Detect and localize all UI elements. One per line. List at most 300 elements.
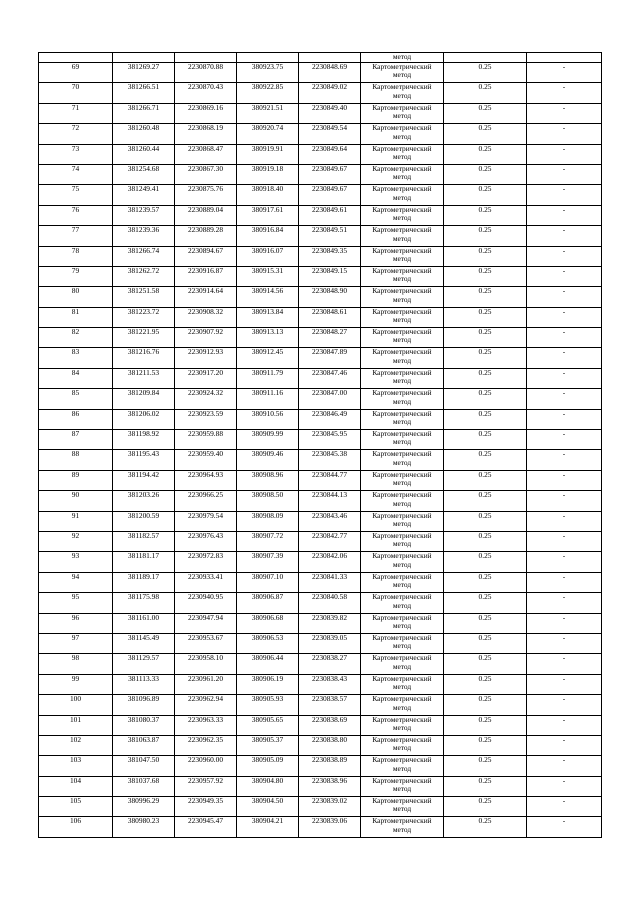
cell-dash: - xyxy=(527,756,602,776)
cell-accuracy: 0.25 xyxy=(444,491,527,511)
cell-y1: 2230908.32 xyxy=(175,307,237,327)
cell-y1: 2230947.94 xyxy=(175,613,237,633)
cell-dash: - xyxy=(527,368,602,388)
cell-method xyxy=(361,572,444,592)
cell-x1: 381266.71 xyxy=(113,103,175,123)
method-line-2: метод xyxy=(392,355,412,365)
cell-point-number: 97 xyxy=(39,633,113,653)
method-line-2: метод xyxy=(392,620,412,630)
cell-point-number: 106 xyxy=(39,817,113,837)
cell-x2: 380913.84 xyxy=(237,307,299,327)
cell-x1: 381189.17 xyxy=(113,572,175,592)
cell-method xyxy=(361,124,444,144)
cell-dash: - xyxy=(527,63,602,83)
cell-x2: 380904.80 xyxy=(237,776,299,796)
cell-method xyxy=(361,185,444,205)
cell-dash: - xyxy=(527,328,602,348)
method-line-1: Картометрический xyxy=(372,205,432,214)
method-line-2: метод xyxy=(392,274,412,284)
table-row xyxy=(39,470,602,490)
method-line-2: метод xyxy=(392,498,412,508)
cell-method xyxy=(361,144,444,164)
cell-dash: - xyxy=(527,552,602,572)
cell-x1: 381047.50 xyxy=(113,756,175,776)
cell-method xyxy=(361,328,444,348)
method-line-2: метод xyxy=(392,457,412,467)
cell-y1: 2230958.10 xyxy=(175,654,237,674)
table-row xyxy=(39,674,602,694)
cell-x2: 380905.37 xyxy=(237,735,299,755)
table-row xyxy=(39,266,602,286)
cell-method xyxy=(361,348,444,368)
method-line-2: метод xyxy=(392,437,412,447)
cell-dash: - xyxy=(527,572,602,592)
method-line-2: метод xyxy=(392,172,412,182)
cell-y1: 2230976.43 xyxy=(175,531,237,551)
cell-x2: 380914.56 xyxy=(237,287,299,307)
cell-y2: 2230840.58 xyxy=(299,593,361,613)
cell-point-number: 86 xyxy=(39,409,113,429)
method-line-2: метод xyxy=(392,233,412,243)
cell-y2: 2230842.06 xyxy=(299,552,361,572)
cell-point-number: 96 xyxy=(39,613,113,633)
method-line-2: метод xyxy=(392,335,412,345)
cell-dash: - xyxy=(527,144,602,164)
method-line-2: метод xyxy=(392,661,412,671)
cell-dash: - xyxy=(527,83,602,103)
cell-point-number: 98 xyxy=(39,654,113,674)
cell-accuracy: 0.25 xyxy=(444,735,527,755)
cell-x1: 381063.87 xyxy=(113,735,175,755)
method-line-2: метод xyxy=(392,315,412,325)
cell-accuracy: 0.25 xyxy=(444,389,527,409)
cell-method xyxy=(361,817,444,837)
cell-empty xyxy=(175,53,237,63)
cell-method xyxy=(361,83,444,103)
cell-y2: 2230849.35 xyxy=(299,246,361,266)
cell-accuracy: 0.25 xyxy=(444,144,527,164)
cell-x1: 381080.37 xyxy=(113,715,175,735)
cell-accuracy: 0.25 xyxy=(444,348,527,368)
cell-method xyxy=(361,654,444,674)
cell-empty xyxy=(237,53,299,63)
cell-x2: 380907.39 xyxy=(237,552,299,572)
cell-accuracy: 0.25 xyxy=(444,552,527,572)
method-line-2: метод xyxy=(392,641,412,651)
cell-x2: 380906.19 xyxy=(237,674,299,694)
cell-method xyxy=(361,409,444,429)
table-row xyxy=(39,328,602,348)
cell-dash: - xyxy=(527,797,602,817)
method-line-1: Картометрический xyxy=(372,776,432,785)
cell-y1: 2230979.54 xyxy=(175,511,237,531)
cell-method xyxy=(361,287,444,307)
cell-point-number: 70 xyxy=(39,83,113,103)
cell-dash: - xyxy=(527,613,602,633)
table-row xyxy=(39,633,602,653)
method-line-1: Картометрический xyxy=(372,184,432,194)
method-line-1: Картометрический xyxy=(372,551,432,561)
cell-empty xyxy=(444,53,527,63)
cell-accuracy: 0.25 xyxy=(444,266,527,286)
cell-x2: 380908.50 xyxy=(237,491,299,511)
cell-x1: 381239.57 xyxy=(113,205,175,225)
cell-x2: 380916.84 xyxy=(237,226,299,246)
cell-y2: 2230839.05 xyxy=(299,633,361,653)
cell-method xyxy=(361,470,444,490)
cell-x1: 381113.33 xyxy=(113,674,175,694)
method-line-1: Картометрический xyxy=(372,347,432,357)
method-line-1: Картометрический xyxy=(372,82,432,92)
cell-x1: 381260.48 xyxy=(113,124,175,144)
cell-dash: - xyxy=(527,430,602,450)
cell-y2: 2230839.82 xyxy=(299,613,361,633)
cell-accuracy: 0.25 xyxy=(444,531,527,551)
cell-dash: - xyxy=(527,287,602,307)
cell-y1: 2230914.64 xyxy=(175,287,237,307)
method-line-1: Картометрический xyxy=(372,572,432,581)
cell-x1: 381269.27 xyxy=(113,63,175,83)
table-row xyxy=(39,654,602,674)
cell-x1: 381129.57 xyxy=(113,654,175,674)
cell-method xyxy=(361,552,444,572)
table-row xyxy=(39,430,602,450)
method-line-1: Картометрический xyxy=(372,592,432,602)
cell-x2: 380908.96 xyxy=(237,470,299,490)
cell-y1: 2230959.40 xyxy=(175,450,237,470)
table-row xyxy=(39,368,602,388)
cell-accuracy: 0.25 xyxy=(444,83,527,103)
cell-y2: 2230845.95 xyxy=(299,430,361,450)
cell-dash: - xyxy=(527,695,602,715)
table-row xyxy=(39,735,602,755)
cell-accuracy: 0.25 xyxy=(444,124,527,144)
cell-method xyxy=(361,491,444,511)
cell-accuracy: 0.25 xyxy=(444,185,527,205)
cell-dash: - xyxy=(527,817,602,837)
cell-y2: 2230848.69 xyxy=(299,63,361,83)
cell-y1: 2230907.92 xyxy=(175,328,237,348)
cell-dash: - xyxy=(527,307,602,327)
table-row xyxy=(39,63,602,83)
cell-point-number: 82 xyxy=(39,328,113,348)
cell-empty xyxy=(39,53,113,63)
cell-y2: 2230838.43 xyxy=(299,674,361,694)
cell-y2: 2230848.61 xyxy=(299,307,361,327)
table-row xyxy=(39,552,602,572)
cell-accuracy: 0.25 xyxy=(444,613,527,633)
cell-point-number: 100 xyxy=(39,695,113,715)
cell-method xyxy=(361,307,444,327)
cell-x1: 381221.95 xyxy=(113,328,175,348)
cell-dash: - xyxy=(527,185,602,205)
cell-point-number: 76 xyxy=(39,205,113,225)
cell-x1: 381266.51 xyxy=(113,83,175,103)
table-row xyxy=(39,776,602,796)
cell-dash: - xyxy=(527,531,602,551)
cell-dash: - xyxy=(527,164,602,184)
method-line-1: Картометрический xyxy=(372,735,432,744)
cell-x2: 380920.74 xyxy=(237,124,299,144)
table-row xyxy=(39,695,602,715)
cell-y1: 2230953.67 xyxy=(175,633,237,653)
cell-x1: 381254.68 xyxy=(113,164,175,184)
table-row xyxy=(39,715,602,735)
cell-point-number: 89 xyxy=(39,470,113,490)
cell-y1: 2230966.25 xyxy=(175,491,237,511)
method-line-1: Картометрический xyxy=(372,409,432,418)
cell-x2: 380911.16 xyxy=(237,389,299,409)
cell-accuracy: 0.25 xyxy=(444,797,527,817)
method-line-2: метод xyxy=(392,743,412,753)
method-line-2: метод xyxy=(392,70,412,80)
cell-y1: 2230894.67 xyxy=(175,246,237,266)
cell-empty xyxy=(113,53,175,63)
table-row xyxy=(39,246,602,266)
method-line-1: Картометрический xyxy=(372,796,432,806)
cell-dash: - xyxy=(527,735,602,755)
cell-accuracy: 0.25 xyxy=(444,756,527,776)
cell-dash: - xyxy=(527,491,602,511)
method-line-2: метод xyxy=(392,539,412,549)
cell-accuracy: 0.25 xyxy=(444,328,527,348)
cell-y2: 2230847.89 xyxy=(299,348,361,368)
cell-accuracy: 0.25 xyxy=(444,715,527,735)
cell-x2: 380915.31 xyxy=(237,266,299,286)
coordinates-table xyxy=(38,52,602,838)
cell-method xyxy=(361,368,444,388)
cell-x2: 380916.07 xyxy=(237,246,299,266)
cell-accuracy: 0.25 xyxy=(444,593,527,613)
table-row xyxy=(39,450,602,470)
cell-y2: 2230846.49 xyxy=(299,409,361,429)
table-row xyxy=(39,613,602,633)
cell-x1: 381260.44 xyxy=(113,144,175,164)
table-body xyxy=(39,53,602,838)
table-row xyxy=(39,307,602,327)
cell-x1: 381145.49 xyxy=(113,633,175,653)
cell-y2: 2230838.80 xyxy=(299,735,361,755)
method-line-1: Картометрический xyxy=(372,103,432,112)
table-row xyxy=(39,756,602,776)
method-line-1: Картометрический xyxy=(372,816,432,826)
cell-dash: - xyxy=(527,409,602,429)
cell-dash: - xyxy=(527,633,602,653)
cell-x2: 380905.09 xyxy=(237,756,299,776)
cell-method xyxy=(361,735,444,755)
cell-y2: 2230838.89 xyxy=(299,756,361,776)
cell-x2: 380909.99 xyxy=(237,430,299,450)
method-line-1: Картометрический xyxy=(372,123,432,133)
cell-y1: 2230972.83 xyxy=(175,552,237,572)
cell-accuracy: 0.25 xyxy=(444,817,527,837)
cell-point-number: 79 xyxy=(39,266,113,286)
cell-method xyxy=(361,613,444,633)
cell-dash: - xyxy=(527,776,602,796)
method-line-1: Картометрический xyxy=(372,531,432,540)
cell-y1: 2230889.28 xyxy=(175,226,237,246)
cell-method xyxy=(361,103,444,123)
cell-method xyxy=(361,797,444,817)
cell-y2: 2230845.38 xyxy=(299,450,361,470)
method-line-1: Картометрический xyxy=(372,470,432,479)
cell-y1: 2230917.20 xyxy=(175,368,237,388)
cell-x1: 381209.84 xyxy=(113,389,175,409)
cell-x2: 380921.51 xyxy=(237,103,299,123)
cell-x2: 380923.75 xyxy=(237,63,299,83)
cell-x1: 381181.17 xyxy=(113,552,175,572)
table-row xyxy=(39,124,602,144)
cell-method xyxy=(361,593,444,613)
cell-x1: 381175.98 xyxy=(113,593,175,613)
method-line-1: Картометрический xyxy=(372,62,432,71)
cell-y2: 2230838.96 xyxy=(299,776,361,796)
table-row xyxy=(39,797,602,817)
cell-x1: 381206.02 xyxy=(113,409,175,429)
cell-point-number: 105 xyxy=(39,797,113,817)
cell-x2: 380913.13 xyxy=(237,328,299,348)
cell-accuracy: 0.25 xyxy=(444,695,527,715)
cell-y2: 2230849.51 xyxy=(299,226,361,246)
cell-x2: 380905.93 xyxy=(237,695,299,715)
cell-method-continuation: метод xyxy=(361,53,444,63)
cell-dash: - xyxy=(527,266,602,286)
cell-method xyxy=(361,776,444,796)
cell-accuracy: 0.25 xyxy=(444,654,527,674)
cell-y2: 2230847.46 xyxy=(299,368,361,388)
cell-method xyxy=(361,205,444,225)
cell-empty xyxy=(299,53,361,63)
cell-x1: 381161.00 xyxy=(113,613,175,633)
cell-point-number: 103 xyxy=(39,756,113,776)
cell-accuracy: 0.25 xyxy=(444,633,527,653)
cell-dash: - xyxy=(527,674,602,694)
cell-point-number: 74 xyxy=(39,164,113,184)
cell-x2: 380918.40 xyxy=(237,185,299,205)
cell-y2: 2230849.02 xyxy=(299,83,361,103)
cell-dash: - xyxy=(527,450,602,470)
method-line-1: Картометрический xyxy=(372,286,432,296)
cell-method xyxy=(361,164,444,184)
cell-dash: - xyxy=(527,389,602,409)
cell-accuracy: 0.25 xyxy=(444,164,527,184)
cell-y1: 2230957.92 xyxy=(175,776,237,796)
cell-y2: 2230849.64 xyxy=(299,144,361,164)
table-row xyxy=(39,83,602,103)
method-line-1: Картометрический xyxy=(372,144,432,153)
cell-dash: - xyxy=(527,593,602,613)
method-line-2: метод xyxy=(392,478,412,488)
cell-x2: 380911.79 xyxy=(237,368,299,388)
method-line-2: метод xyxy=(392,600,412,610)
cell-point-number: 75 xyxy=(39,185,113,205)
cell-method xyxy=(361,266,444,286)
method-line-1: Картометрический xyxy=(372,755,432,765)
table-row xyxy=(39,409,602,429)
table-row xyxy=(39,348,602,368)
cell-x1: 381216.76 xyxy=(113,348,175,368)
cell-method xyxy=(361,430,444,450)
cell-accuracy: 0.25 xyxy=(444,409,527,429)
method-line-1: Картометрический xyxy=(372,633,432,642)
cell-y2: 2230849.61 xyxy=(299,205,361,225)
cell-point-number: 91 xyxy=(39,511,113,531)
cell-accuracy: 0.25 xyxy=(444,226,527,246)
method-line-1: Картометрический xyxy=(372,613,432,622)
table-row xyxy=(39,185,602,205)
method-line-1: Картометрический xyxy=(372,327,432,337)
cell-method xyxy=(361,695,444,715)
method-line-2: метод xyxy=(392,763,412,773)
method-line-2: метод xyxy=(392,192,412,202)
cell-y2: 2230838.57 xyxy=(299,695,361,715)
cell-y2: 2230842.77 xyxy=(299,531,361,551)
cell-x1: 381200.59 xyxy=(113,511,175,531)
cell-point-number: 81 xyxy=(39,307,113,327)
cell-accuracy: 0.25 xyxy=(444,776,527,796)
cell-y2: 2230849.67 xyxy=(299,164,361,184)
cell-point-number: 95 xyxy=(39,593,113,613)
cell-point-number: 83 xyxy=(39,348,113,368)
cell-accuracy: 0.25 xyxy=(444,368,527,388)
method-line-1: Картометрический xyxy=(372,266,432,275)
cell-y1: 2230962.94 xyxy=(175,695,237,715)
cell-y1: 2230960.00 xyxy=(175,756,237,776)
cell-y2: 2230839.06 xyxy=(299,817,361,837)
cell-y2: 2230849.54 xyxy=(299,124,361,144)
cell-y1: 2230916.87 xyxy=(175,266,237,286)
method-line-1: Картометрический xyxy=(372,225,432,235)
cell-dash: - xyxy=(527,205,602,225)
cell-dash: - xyxy=(527,246,602,266)
cell-point-number: 84 xyxy=(39,368,113,388)
cell-y1: 2230870.88 xyxy=(175,63,237,83)
method-line-1: Картометрический xyxy=(372,715,432,724)
cell-y2: 2230839.02 xyxy=(299,797,361,817)
cell-x1: 381203.26 xyxy=(113,491,175,511)
cell-point-number: 92 xyxy=(39,531,113,551)
cell-x2: 380919.18 xyxy=(237,164,299,184)
method-line-2: метод xyxy=(392,131,412,141)
table-row xyxy=(39,389,602,409)
cell-y1: 2230964.93 xyxy=(175,470,237,490)
cell-x2: 380906.44 xyxy=(237,654,299,674)
table-row-continuation xyxy=(39,53,602,63)
cell-point-number: 99 xyxy=(39,674,113,694)
method-line-2: метод xyxy=(392,824,412,834)
cell-method xyxy=(361,226,444,246)
cell-dash: - xyxy=(527,511,602,531)
method-line-1: Картометрический xyxy=(372,388,432,398)
cell-y1: 2230912.93 xyxy=(175,348,237,368)
cell-x2: 380904.50 xyxy=(237,797,299,817)
cell-dash: - xyxy=(527,654,602,674)
cell-y1: 2230875.76 xyxy=(175,185,237,205)
cell-x1: 381211.53 xyxy=(113,368,175,388)
table-row xyxy=(39,531,602,551)
method-line-1: Картометрический xyxy=(372,694,432,704)
cell-x1: 380980.23 xyxy=(113,817,175,837)
method-line-1: Картометрический xyxy=(372,490,432,500)
method-line-2: метод xyxy=(392,559,412,569)
cell-dash: - xyxy=(527,103,602,123)
method-line-2: метод xyxy=(392,213,412,223)
cell-accuracy: 0.25 xyxy=(444,307,527,327)
method-line-2: метод xyxy=(392,376,412,386)
cell-x2: 380905.65 xyxy=(237,715,299,735)
cell-x2: 380908.09 xyxy=(237,511,299,531)
cell-method xyxy=(361,511,444,531)
